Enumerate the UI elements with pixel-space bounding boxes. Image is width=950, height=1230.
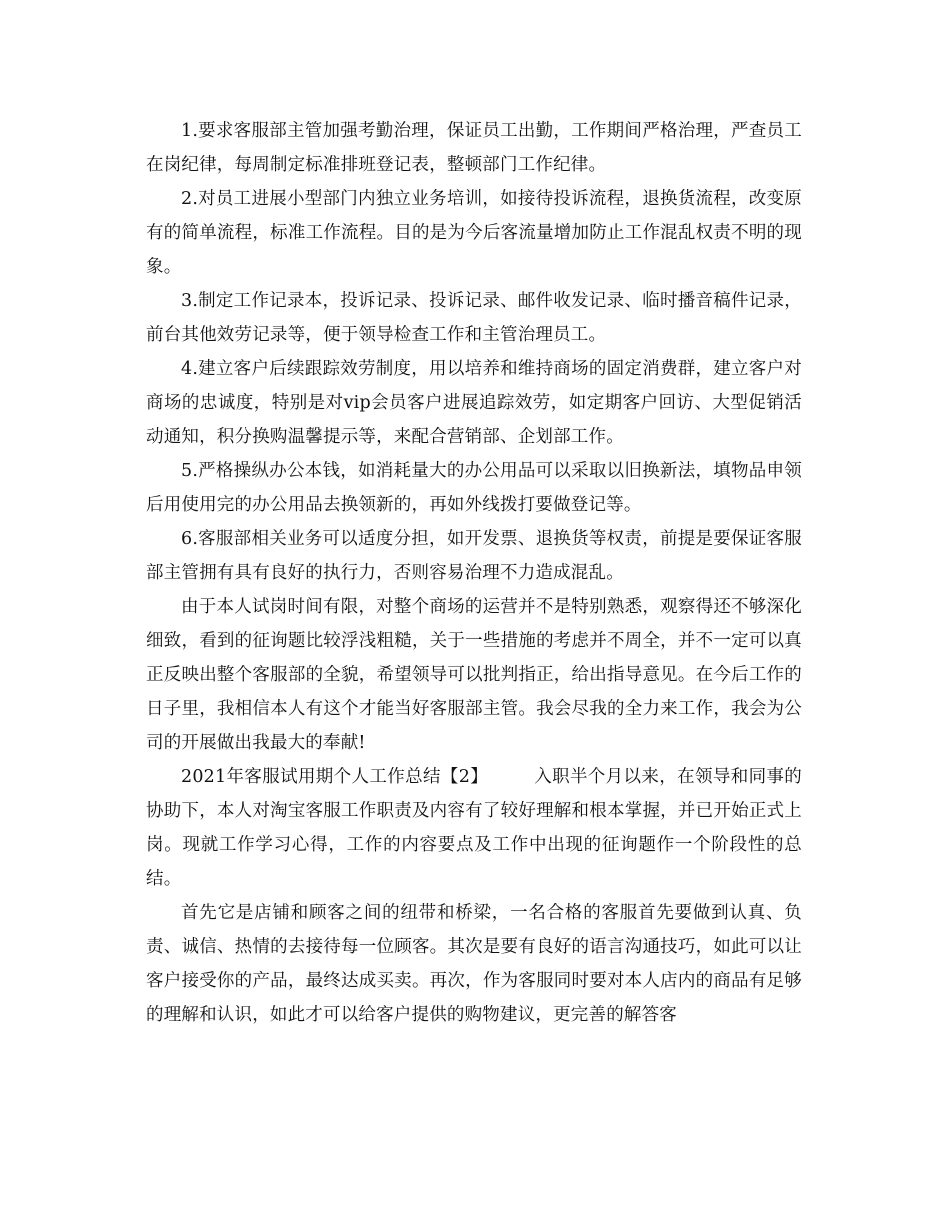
paragraph-2: 2.对员工进展小型部门内独立业务培训，如接待投诉流程，退换货流程，改变原有的简单流程，标准工作流程。目的是为今后客流量增加防止工作混乱权责不明的现象。 xyxy=(146,189,802,277)
section-paragraph xyxy=(146,760,802,896)
paragraph-3: 3.制定工作记录本，投诉记录、投诉记录、邮件收发记录、临时播音稿件记录，前台其他效劳记录等，便于领导检查工作和主管治理员工。 xyxy=(146,291,802,345)
paragraph-6: 6.客服部相关业务可以适度分担，如开发票、退换货等权责，前提是要保证客服部主管拥有具有良好的执行力，否则容易治理不力造成混乱。 xyxy=(146,529,802,583)
paragraph-final: 首先它是店铺和顾客之间的纽带和桥梁，一名合格的客服首先要做到认真、负责、诚信、热情的去接待每一位顾客。其次是要有良好的语言沟通技巧，如此可以让客户接受你的产品，最终达成买卖。再次，作为客服同时要对本人店内的商品有足够的理解和认识，如此才可以给客户提供的购物建议，更完善的解答客 xyxy=(146,903,802,1025)
paragraph-5: 5.严格操纵办公本钱，如消耗量大的办公用品可以采取以旧换新法，填物品申领后用使用完的办公用品去换领新的，再如外线拨打要做登记等。 xyxy=(146,461,802,515)
section-heading: 2021年客服试用期个人工作总结【2】 xyxy=(181,767,489,787)
paragraph-conclusion: 由于本人试岗时间有限，对整个商场的运营并不是特别熟悉，观察得还不够深化细致，看到的征询题比较浮浅粗糙，关于一些措施的考虑并不周全，并不一定可以真正反映出整个客服部的全貌，希望领导可以批判指正，给出指导意见。在今后工作的日子里，我相信本人有这个才能当好客服部主管。我会尽我的全力来工作，我会为公司的开展做出我最大的奉献! xyxy=(146,597,802,753)
section-body: 入职半个月以来，在领导和同事的协助下，本人对淘宝客服工作职责及内容有了较好理解和根本掌握，并已开始正式上岗。现就工作学习心得，工作的内容要点及工作中出现的征询题作一个阶段性的总结。 xyxy=(146,767,802,889)
document-page xyxy=(146,114,802,1032)
paragraph-1: 1.要求客服部主管加强考勤治理，保证员工出勤，工作期间严格治理，严查员工在岗纪律，每周制定标准排班登记表，整顿部门工作纪律。 xyxy=(146,121,802,175)
paragraph-4: 4.建立客户后续跟踪效劳制度，用以培养和维持商场的固定消费群，建立客户对商场的忠诚度，特别是对vip会员客户进展追踪效劳，如定期客户回访、大型促销活动通知，积分换购温馨提示等，来配合营销部、企划部工作。 xyxy=(146,359,802,447)
